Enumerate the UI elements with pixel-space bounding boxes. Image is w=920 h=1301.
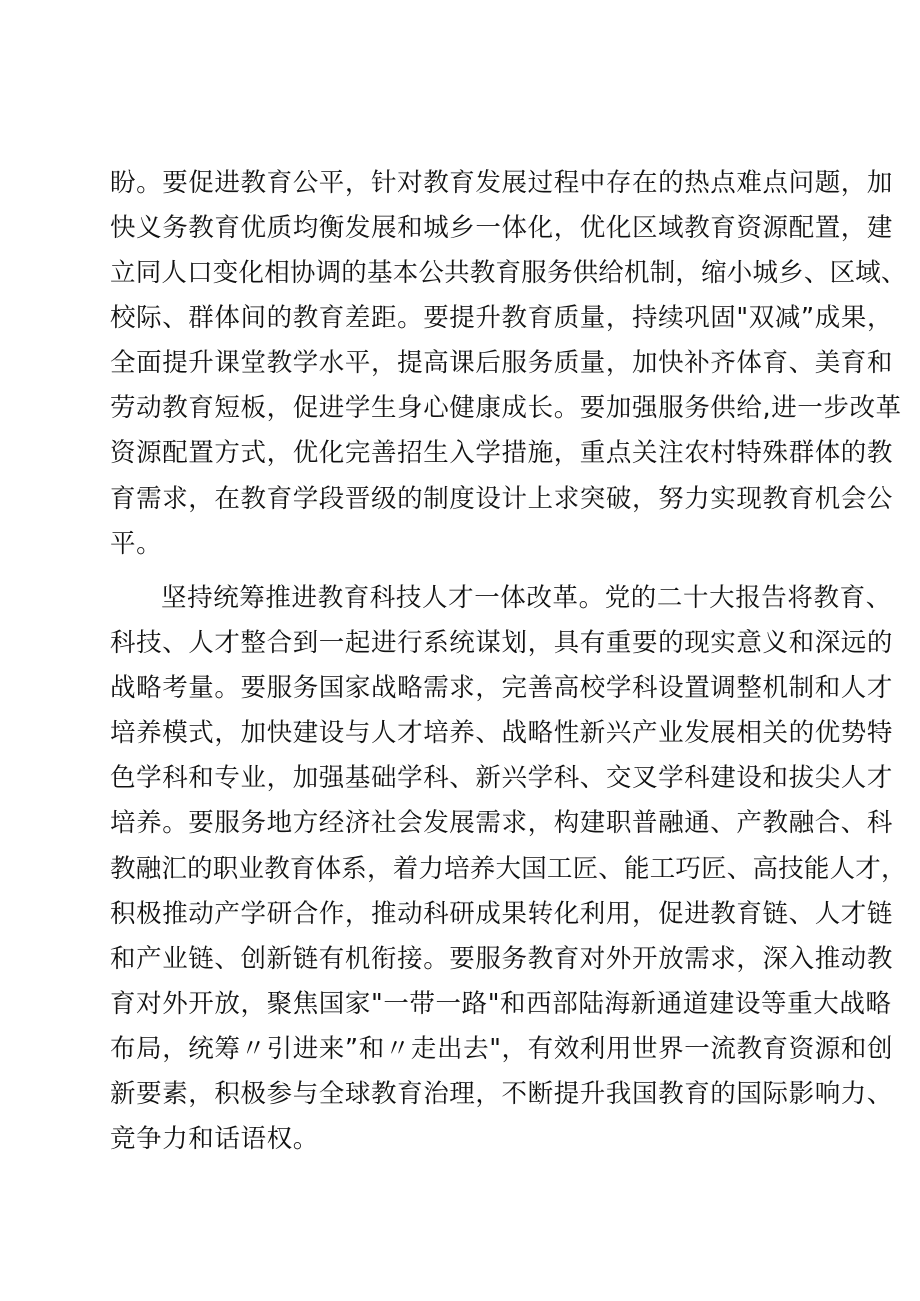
paragraph-1-line-5: 全面提升课堂教学水平，提高课后服务质量，加快补齐体育、美育和 (110, 348, 894, 378)
paragraph-2-line-1: 坚持统筹推进教育科技人才一体改革。党的二十大报告将教育、 (161, 583, 892, 613)
paragraph-1-line-2: 快义务教育优质均衡发展和城乡一体化，优化区域教育资源配置，建 (110, 213, 894, 243)
paragraph-2-line-13: 竞争力和话语权。 (110, 1124, 319, 1154)
paragraph-2-line-12: 新要素，积极参与全球教育治理，不断提升我国教育的国际影响力、 (110, 1079, 894, 1109)
paragraph-1-line-9: 平。 (110, 529, 163, 559)
paragraph-1-line-8: 育需求，在教育学段晋级的制度设计上求突破，努力实现教育机会公 (110, 484, 894, 514)
paragraph-1-line-1: 盼。要促进教育公平，针对教育发展过程中存在的热点难点问题，加 (110, 168, 894, 198)
paragraph-2-line-5: 色学科和专业，加强基础学科、新兴学科、交叉学科建设和拔尖人才 (110, 763, 894, 793)
paragraph-2-line-11: 布局，统筹〃引进来”和〃走出去"，有效利用世界一流教育资源和创 (110, 1034, 894, 1064)
paragraph-2-line-6: 培养。要服务地方经济社会发展需求，构建职普融通、产教融合、科 (110, 808, 894, 838)
paragraph-2-line-2: 科技、人才整合到一起进行系统谋划，具有重要的现实意义和深远的 (110, 628, 894, 658)
paragraph-2-line-9: 和产业链、创新链有机衔接。要服务教育对外开放需求，深入推动教 (110, 944, 894, 974)
paragraph-2-line-4: 培养模式，加快建设与人才培养、战略性新兴产业发展相关的优势特 (110, 718, 894, 748)
paragraph-2-line-10: 育对外开放，聚焦国家"一带一路"和西部陆海新通道建设等重大战略 (110, 989, 892, 1019)
paragraph-1-line-3: 立同人口变化相协调的基本公共教育服务供给机制，缩小城乡、区域、 (110, 258, 907, 288)
paragraph-2-line-3: 战略考量。要服务国家战略需求，完善高校学科设置调整机制和人才 (110, 673, 894, 703)
paragraph-1-line-7: 资源配置方式，优化完善招生入学措施，重点关注农村特殊群体的教 (110, 438, 894, 468)
paragraph-2-line-7: 教融汇的职业教育体系，着力培养大国工匠、能工巧匠、高技能人才， (110, 854, 907, 884)
paragraph-1-line-4: 校际、群体间的教育差距。要提升教育质量，持续巩固"双减”成果， (110, 303, 894, 333)
paragraph-2-line-8: 积极推动产学研合作，推动科研成果转化利用，促进教育链、人才链 (110, 899, 894, 929)
paragraph-1-line-6: 劳动教育短板，促进学生身心健康成长。要加强服务供给,进一步改革 (110, 393, 902, 423)
